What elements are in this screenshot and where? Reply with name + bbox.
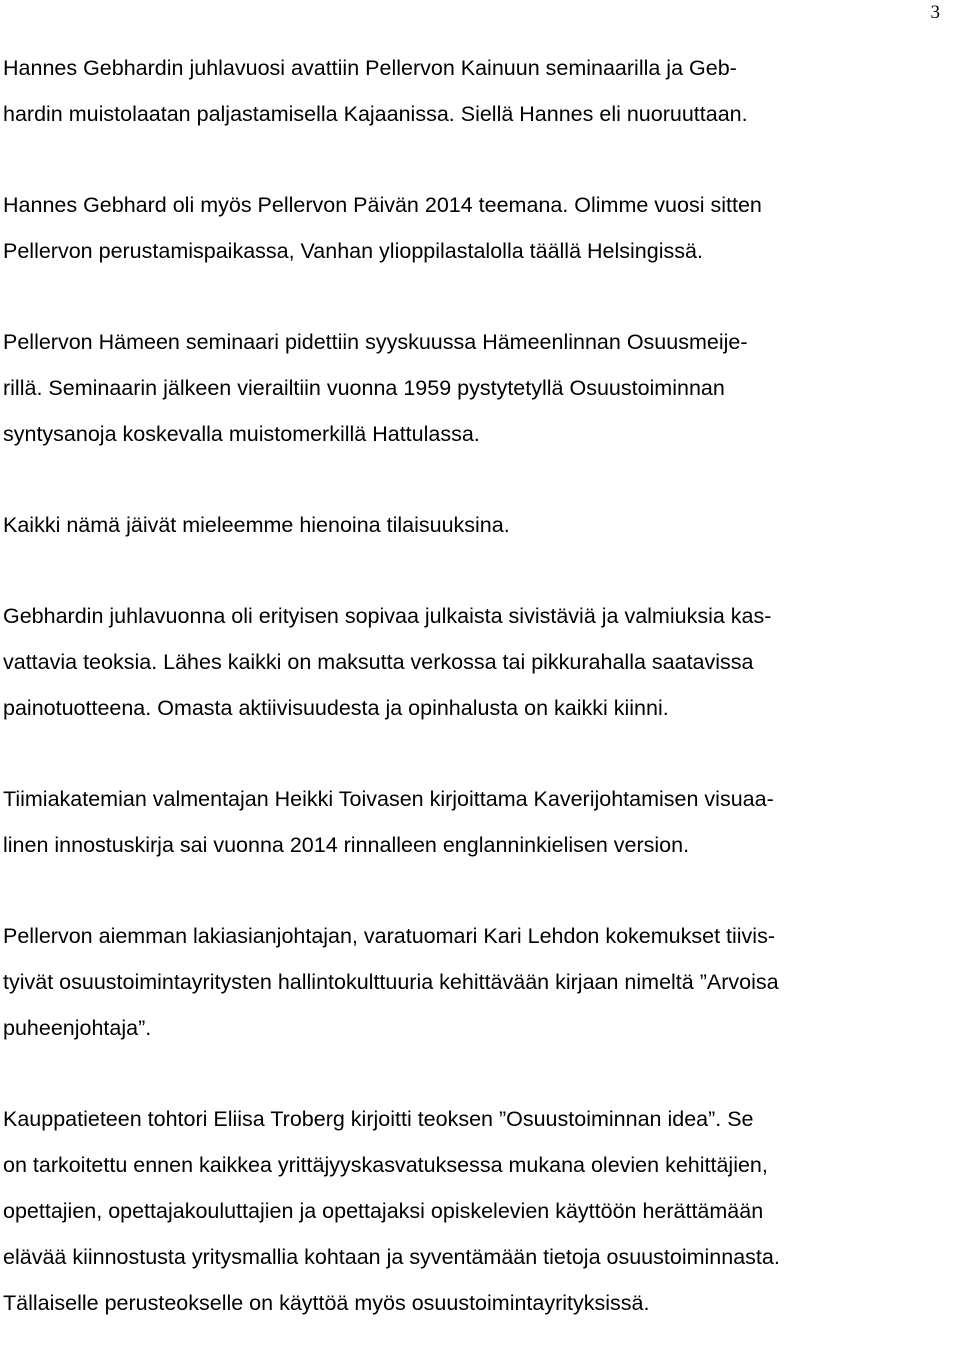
text-line: Pellervon perustamispaikassa, Vanhan ylioppilastalolla täällä Helsingissä. xyxy=(3,239,703,263)
text-line: vattavia teoksia. Lähes kaikki on maksutta verkossa tai pikkurahalla saatavissa xyxy=(3,650,754,674)
paragraph-4 xyxy=(0,502,955,548)
text-line: on tarkoitettu ennen kaikkea yrittäjyyskasvatuksessa mukana olevien kehittäjien, xyxy=(3,1153,768,1177)
paragraph-8 xyxy=(0,1096,955,1326)
text-line: opettajien, opettajakouluttajien ja opettajaksi opiskelevien käyttöön herättämään xyxy=(3,1199,764,1223)
text-line: Pellervon Hämeen seminaari pidettiin syyskuussa Hämeenlinnan Osuusmeije- xyxy=(3,330,748,354)
text-line: Hannes Gebhardin juhlavuosi avattiin Pellervon Kainuun seminaarilla ja Geb- xyxy=(3,56,737,80)
text-line: syntysanoja koskevalla muistomerkillä Hattulassa. xyxy=(3,422,480,446)
page-number: 3 xyxy=(930,2,940,23)
text-line: Kaikki nämä jäivät mieleemme hienoina tilaisuuksina. xyxy=(3,513,510,537)
text-line: rillä. Seminaarin jälkeen vierailtiin vuonna 1959 pystytetyllä Osuustoiminnan xyxy=(3,376,725,400)
text-line: Tällaiselle perusteokselle on käyttöä myös osuustoimintayrityksissä. xyxy=(3,1291,650,1315)
paragraph-2 xyxy=(0,182,955,274)
paragraph-3 xyxy=(0,319,955,457)
text-line: hardin muistolaatan paljastamisella Kajaanissa. Siellä Hannes eli nuoruuttaan. xyxy=(3,102,748,126)
text-line: Kauppatieteen tohtori Eliisa Troberg kirjoitti teoksen ”Osuustoiminnan idea”. Se xyxy=(3,1107,754,1131)
document-body xyxy=(0,45,955,1371)
text-line: elävää kiinnostusta yritysmallia kohtaan ja syventämään tietoja osuustoiminnasta. xyxy=(3,1245,780,1269)
text-line: Gebhardin juhlavuonna oli erityisen sopivaa julkaista sivistäviä ja valmiuksia kas- xyxy=(3,604,772,628)
paragraph-6 xyxy=(0,776,955,868)
text-line: linen innostuskirja sai vuonna 2014 rinnalleen englanninkielisen version. xyxy=(3,833,690,857)
text-line: Tiimiakatemian valmentajan Heikki Toivasen kirjoittama Kaverijohtamisen visuaa- xyxy=(3,787,774,811)
text-line: tyivät osuustoimintayritysten hallintokulttuuria kehittävään kirjaan nimeltä ”Arvoisa xyxy=(3,970,779,994)
text-line: Hannes Gebhard oli myös Pellervon Päivän 2014 teemana. Olimme vuosi sitten xyxy=(3,193,762,217)
paragraph-5 xyxy=(0,593,955,731)
text-line: puheenjohtaja”. xyxy=(3,1016,152,1040)
paragraph-1 xyxy=(0,45,955,137)
text-line: Pellervon aiemman lakiasianjohtajan, varatuomari Kari Lehdon kokemukset tiivis- xyxy=(3,924,775,948)
text-line: painotuotteena. Omasta aktiivisuudesta ja opinhalusta on kaikki kiinni. xyxy=(3,696,669,720)
paragraph-7 xyxy=(0,913,955,1051)
